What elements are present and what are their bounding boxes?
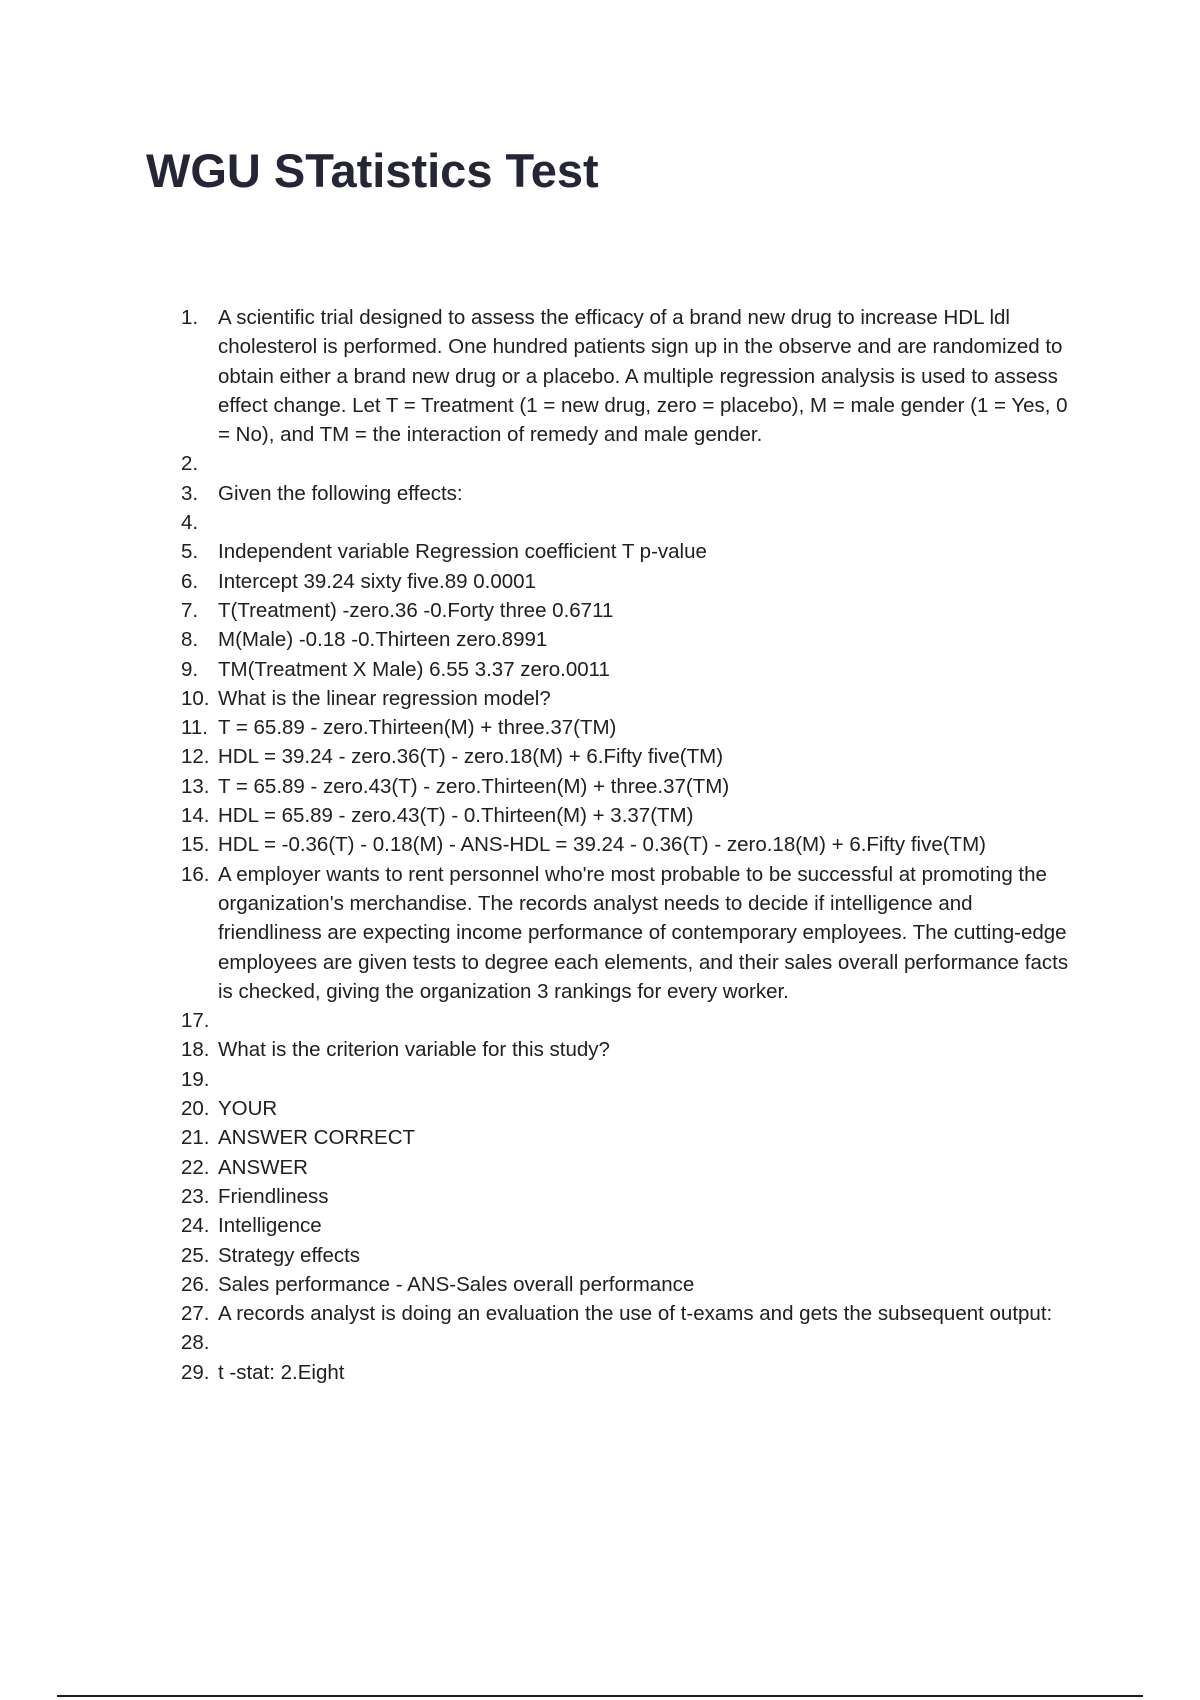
item-number: 11.: [181, 716, 208, 740]
list-item: [181, 713, 1081, 742]
item-text: t -stat: 2.Eight: [218, 1360, 345, 1384]
question-list: [181, 303, 1081, 1387]
list-item: [181, 567, 1081, 596]
list-item: [181, 1094, 1081, 1123]
item-text: Intercept 39.24 sixty five.89 0.0001: [218, 569, 536, 593]
list-item: [181, 596, 1081, 625]
item-text: What is the linear regression model?: [218, 686, 551, 710]
list-item: [181, 655, 1081, 684]
list-item: [181, 1065, 1081, 1094]
item-number: 10.: [181, 686, 210, 710]
list-item: [181, 1299, 1081, 1328]
list-item: [181, 508, 1081, 537]
item-text: A employer wants to rent personnel who're most probable to be successful at promoting the organization's merchandise. The records analyst needs to decide if intelligence and friendliness are expecting income performance of contemporary employees. The cutting-edge employees are given tests to degree each elements, and their sales overall performance facts is checked, giving the organization 3 rankings for every worker.: [218, 862, 1069, 1003]
item-text: Friendliness: [218, 1184, 329, 1208]
item-text: T = 65.89 - zero.43(T) - zero.Thirteen(M) + three.37(TM): [218, 774, 730, 798]
list-item: [181, 1270, 1081, 1299]
item-text: HDL = -0.36(T) - 0.18(M) - ANS-HDL = 39.24 - 0.36(T) - zero.18(M) + 6.Fifty five(TM): [218, 833, 986, 857]
item-text: A records analyst is doing an evaluation the use of t-exams and gets the subsequent output:: [218, 1302, 1053, 1326]
item-number: 27.: [181, 1302, 210, 1326]
item-number: 25.: [181, 1243, 210, 1267]
item-number: 18.: [181, 1038, 210, 1062]
item-text: Intelligence: [218, 1214, 322, 1238]
list-item: [181, 1123, 1081, 1152]
item-number: 2.: [181, 452, 199, 476]
footer-divider: [57, 1695, 1143, 1697]
list-item: [181, 1211, 1081, 1240]
list-item: [181, 684, 1081, 713]
list-item: [181, 801, 1081, 830]
list-item: [181, 830, 1081, 859]
item-number: 15.: [181, 833, 210, 857]
item-number: 21.: [181, 1126, 210, 1150]
item-text: What is the criterion variable for this study?: [218, 1038, 610, 1062]
item-text: ANSWER CORRECT: [218, 1126, 416, 1150]
item-number: 9.: [181, 657, 199, 681]
list-item: [181, 860, 1081, 1006]
item-number: 16.: [181, 862, 210, 886]
list-item: [181, 449, 1081, 478]
list-item: [181, 1358, 1081, 1387]
item-number: 7.: [181, 598, 199, 622]
item-number: 8.: [181, 628, 199, 652]
item-number: 22.: [181, 1155, 210, 1179]
item-number: 29.: [181, 1360, 210, 1384]
list-item: [181, 1241, 1081, 1270]
item-text: M(Male) -0.18 -0.Thirteen zero.8991: [218, 628, 548, 652]
item-text: Independent variable Regression coefficient T p-value: [218, 540, 707, 564]
item-text: T = 65.89 - zero.Thirteen(M) + three.37(TM): [218, 716, 617, 740]
item-number: 14.: [181, 804, 210, 828]
item-number: 1.: [181, 306, 199, 329]
item-text: Given the following effects:: [218, 481, 463, 505]
item-text: Strategy effects: [218, 1243, 361, 1267]
list-item: [181, 1182, 1081, 1211]
list-item: [181, 303, 1081, 449]
item-number: 6.: [181, 569, 199, 593]
item-number: 13.: [181, 774, 210, 798]
list-item: [181, 1035, 1081, 1064]
item-number: 19.: [181, 1067, 210, 1091]
item-number: 3.: [181, 481, 199, 505]
item-number: 17.: [181, 1009, 210, 1033]
list-item: [181, 625, 1081, 654]
item-text: T(Treatment) -zero.36 -0.Forty three 0.6711: [218, 598, 614, 622]
item-number: 12.: [181, 745, 210, 769]
item-text: Sales performance - ANS-Sales overall performance: [218, 1272, 695, 1296]
item-number: 23.: [181, 1184, 210, 1208]
page-title: WGU STatistics Test: [146, 144, 599, 197]
item-number: 5.: [181, 540, 199, 564]
item-number: 4.: [181, 511, 199, 535]
item-text: YOUR: [218, 1097, 278, 1121]
item-text: TM(Treatment X Male) 6.55 3.37 zero.0011: [218, 657, 610, 681]
list-item: [181, 1328, 1081, 1357]
item-number: 20.: [181, 1097, 210, 1121]
item-number: 26.: [181, 1272, 210, 1296]
item-text: HDL = 39.24 - zero.36(T) - zero.18(M) + 6.Fifty five(TM): [218, 745, 724, 769]
list-item: [181, 772, 1081, 801]
item-number: 24.: [181, 1214, 210, 1238]
list-item: [181, 1006, 1081, 1035]
list-item: [181, 479, 1081, 508]
item-number: 28.: [181, 1331, 210, 1355]
list-item: [181, 742, 1081, 771]
item-text: A scientific trial designed to assess the efficacy of a brand new drug to increase HDL ldl cholesterol is performed. One hundred patients sign up in the observe and are randomized to obtain either a brand new drug or a placebo. A multiple regression analysis is used to assess effect change. Let T = Treatment (1 = new drug, zero = placebo), M = male gender (1 = Yes, 0 = No), and TM = the interaction of remedy and male gender.: [218, 306, 1068, 447]
item-text: HDL = 65.89 - zero.43(T) - 0.Thirteen(M) + 3.37(TM): [218, 804, 694, 828]
item-text: ANSWER: [218, 1155, 308, 1179]
list-item: [181, 1153, 1081, 1182]
list-item: [181, 537, 1081, 566]
